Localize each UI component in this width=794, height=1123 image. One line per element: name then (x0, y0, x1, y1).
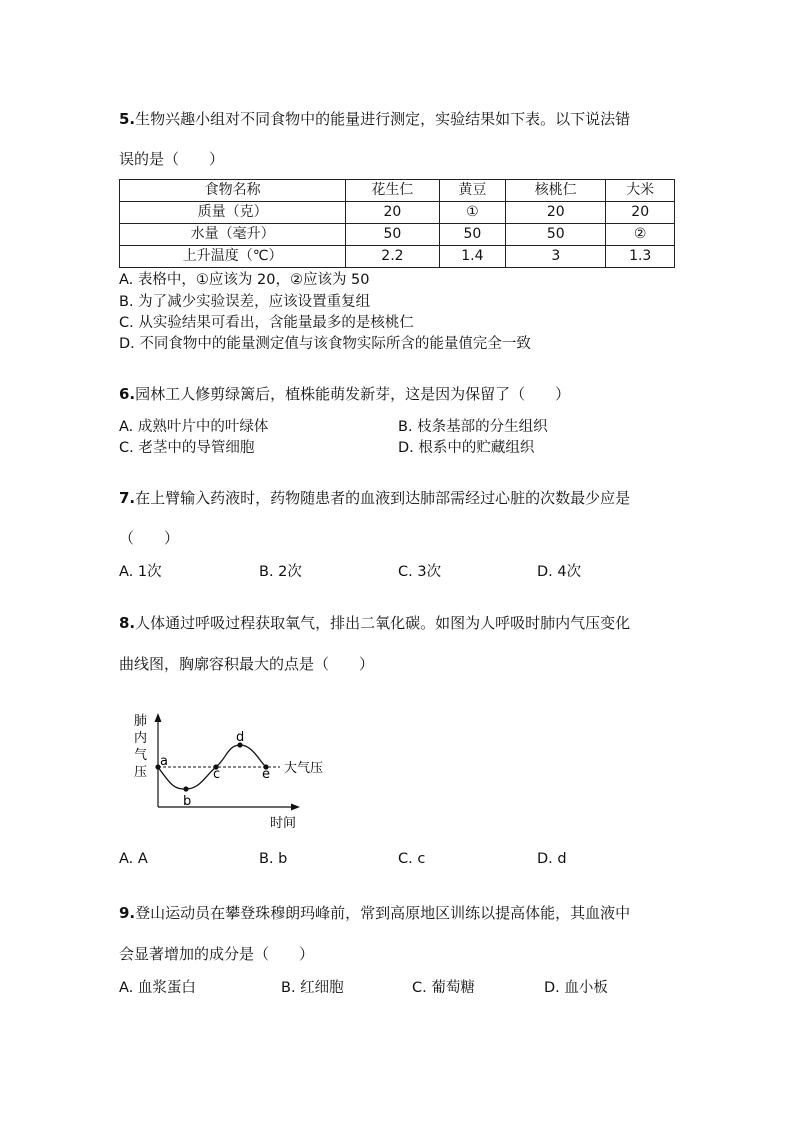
q9-option-c[interactable]: C. 葡萄糖 (412, 980, 475, 996)
table-cell: 1.4 (439, 246, 506, 268)
q7-number: 7. (119, 489, 136, 507)
q6-option-b[interactable]: B. 枝条基部的分生组织 (398, 419, 548, 435)
q5-option-c[interactable]: C. 从实验结果可看出，含能量最多的是核桃仁 (119, 315, 414, 331)
q6-number: 6. (119, 385, 136, 403)
q8-option-b[interactable]: B. b (259, 851, 288, 867)
q8-stem-line1 (119, 612, 630, 633)
q7-option-c[interactable]: C. 3次 (398, 564, 442, 580)
y-axis-label-char: 肺 (134, 714, 148, 729)
table-cell: 2.2 (346, 246, 439, 268)
q8-option-c[interactable]: C. c (398, 851, 426, 867)
table-cell: 20 (346, 202, 439, 224)
table-cell: 上升温度（℃） (120, 246, 346, 268)
q8-text: 人体通过呼吸过程获取氧气，排出二氧化碳。如图为人呼吸时肺内气压变化 (135, 614, 631, 632)
table-cell: 水量（毫升） (120, 224, 346, 246)
table-cell: 50 (346, 224, 439, 246)
q6-option-a[interactable]: A. 成熟叶片中的叶绿体 (119, 419, 269, 435)
q7-text: 在上臂输入药液时，药物随患者的血液到达肺部需经过心脏的次数最少应是 (135, 489, 631, 507)
atmospheric-pressure-label: 大气压 (284, 761, 324, 776)
q9-text: 登山运动员在攀登珠穆朗玛峰前，常到高原地区训练以提高体能，其血液中 (135, 904, 631, 922)
q7-option-b[interactable]: B. 2次 (259, 564, 302, 580)
q6-option-d[interactable]: D. 根系中的贮藏组织 (398, 440, 535, 456)
table-cell: 50 (439, 224, 506, 246)
x-axis-label: 时间 (270, 816, 297, 831)
label-b: b (183, 794, 192, 809)
table-header-row (120, 180, 675, 202)
table-header-cell: 食物名称 (120, 180, 346, 202)
q9-stem-line2: 会显著增加的成分是（ ） (119, 945, 315, 963)
q5-option-d[interactable]: D. 不同食物中的能量测定值与该食物实际所含的能量值完全一致 (119, 336, 531, 352)
table-cell: 20 (506, 202, 606, 224)
q7-stem-line2: （ ） (119, 529, 180, 547)
q9-number: 9. (119, 904, 136, 922)
label-c: c (213, 767, 221, 782)
q8-stem-line2: 曲线图，胸廓容积最大的点是（ ） (119, 655, 375, 673)
y-axis-label-char: 内 (134, 731, 148, 746)
q6-text: 园林工人修剪绿篱后，植株能萌发新芽，这是因为保留了（ ） (135, 385, 571, 403)
q7-option-a[interactable]: A. 1次 (119, 564, 162, 580)
table-header-cell: 核桃仁 (506, 180, 606, 202)
x-axis-arrow-icon (291, 804, 300, 811)
q5-option-b[interactable]: B. 为了减少实验误差，应该设置重复组 (119, 294, 371, 310)
table-row (120, 224, 675, 246)
lung-pressure-figure (128, 705, 338, 835)
label-a: a (160, 754, 168, 769)
table-cell: 20 (606, 202, 675, 224)
q9-option-d[interactable]: D. 血小板 (544, 980, 608, 996)
q6-stem (119, 383, 570, 404)
table-header-cell: 花生仁 (346, 180, 439, 202)
y-axis-label-char: 压 (134, 765, 148, 780)
q5-text: 生物兴趣小组对不同食物中的能量进行测定，实验结果如下表。以下说法错 (135, 110, 631, 128)
label-e: e (262, 767, 270, 782)
q5-stem-line2: 误的是（ ） (119, 150, 225, 168)
table-cell: 50 (506, 224, 606, 246)
point-b (183, 786, 188, 791)
table-cell: ① (439, 202, 506, 224)
y-axis-arrow-icon (155, 713, 162, 722)
q5-number: 5. (119, 110, 136, 128)
y-axis-label-char: 气 (134, 748, 148, 763)
table-cell: 3 (506, 246, 606, 268)
q5-stem-line1 (119, 108, 630, 129)
q9-option-b[interactable]: B. 红细胞 (281, 980, 344, 996)
q8-number: 8. (119, 614, 136, 632)
label-d: d (236, 730, 245, 745)
table-header-cell: 黄豆 (439, 180, 506, 202)
q9-stem-line1 (119, 902, 630, 923)
food-energy-table (119, 179, 675, 268)
q8-option-d[interactable]: D. d (537, 851, 567, 867)
table-cell: 1.3 (606, 246, 675, 268)
q7-option-d[interactable]: D. 4次 (537, 564, 582, 580)
q7-stem-line1 (119, 487, 630, 508)
q9-option-a[interactable]: A. 血浆蛋白 (119, 980, 196, 996)
table-row (120, 246, 675, 268)
table-cell: ② (606, 224, 675, 246)
q6-option-c[interactable]: C. 老茎中的导管细胞 (119, 440, 255, 456)
table-row (120, 202, 675, 224)
q5-option-a[interactable]: A. 表格中，①应该为 20，②应该为 50 (119, 272, 370, 288)
table-header-cell: 大米 (606, 180, 675, 202)
q8-option-a[interactable]: A. A (119, 851, 148, 867)
table-cell: 质量（克） (120, 202, 346, 224)
